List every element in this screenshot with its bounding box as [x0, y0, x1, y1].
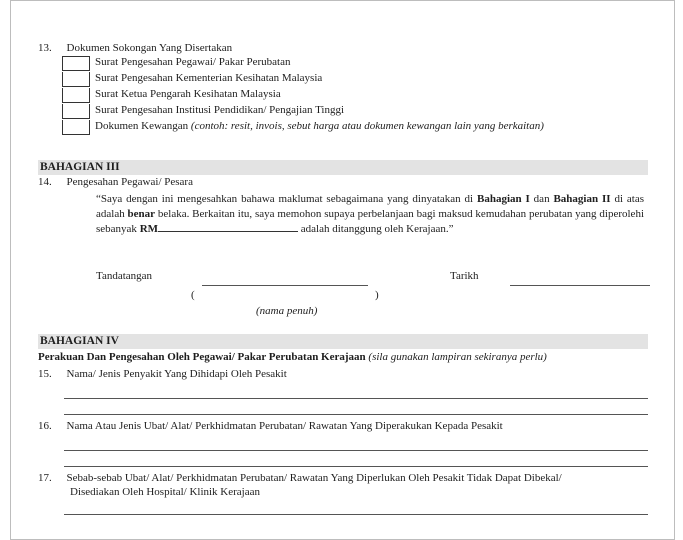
- document-financial-label: Dokumen Kewangan: [95, 120, 189, 133]
- bahagian-iv-heading-note: (sila gunakan lampiran sekiranya perlu): [368, 351, 547, 363]
- q16-number: 16.: [38, 420, 52, 432]
- declaration-text: “Saya dengan ini mengesahkan bahawa maklumat sebagaimana yang dinyatakan di: [96, 193, 477, 205]
- bahagian-iv-heading: [38, 351, 547, 365]
- declaration-text: di atas adalah: [96, 193, 644, 220]
- section-bahagian-iii: BAHAGIAN III: [38, 160, 648, 175]
- q15-answer-line[interactable]: [64, 414, 648, 415]
- checklist-item: [62, 119, 544, 135]
- checkbox[interactable]: [62, 72, 90, 87]
- paren-open: (: [191, 289, 195, 301]
- date-line[interactable]: [510, 285, 650, 286]
- q15-answer-line[interactable]: [64, 398, 648, 399]
- declaration-paragraph: [96, 192, 644, 237]
- q14-header: [38, 176, 193, 190]
- declaration-bold: Bahagian I: [476, 193, 530, 205]
- checklist-item: [62, 87, 544, 103]
- q15-label: [38, 368, 287, 382]
- q15-number: 15.: [38, 368, 52, 380]
- checklist-label: Surat Ketua Pengarah Kesihatan Malaysia: [95, 88, 281, 101]
- q17-text-line1: Sebab-sebab Ubat/ Alat/ Perkhidmatan Perubatan/ Rawatan Yang Diperlukan Oleh Pesakit Tidak Dapat Dibekal/: [66, 472, 562, 484]
- q16-label: [38, 420, 503, 434]
- checklist-label: Surat Pengesahan Kementerian Kesihatan Malaysia: [95, 72, 323, 85]
- paren-close: ): [375, 289, 379, 301]
- q14-title: Pengesahan Pegawai/ Pesara: [66, 176, 193, 188]
- q17-answer-line[interactable]: [64, 514, 648, 515]
- declaration-bold: Bahagian II: [553, 193, 611, 205]
- financial-docs-note: (contoh: resit, invois, sebut harga atau dokumen kewangan lain yang berkaitan): [190, 120, 544, 133]
- q13-checklist: [62, 55, 544, 135]
- checklist-label: Surat Pengesahan Institusi Pendidikan/ Pengajian Tinggi: [95, 104, 345, 117]
- declaration-text: dan: [529, 193, 554, 205]
- declaration-bold: RM: [139, 223, 159, 235]
- declaration-text: belaka. Berkaitan itu, saya memohon supaya perbelanjaan bagi maksud kemudahan perubatan yang diperolehi sebanyak: [96, 207, 644, 235]
- checkbox[interactable]: [62, 104, 90, 119]
- q16-answer-line[interactable]: [64, 466, 648, 467]
- q13-number: 13.: [38, 42, 52, 54]
- bahagian-iv-heading-text: Perakuan Dan Pengesahan Oleh Pegawai/ Pakar Perubatan Kerajaan: [38, 351, 366, 363]
- q17-text-line2: Disediakan Oleh Hospital/ Klinik Kerajaan: [70, 486, 261, 498]
- q17-label: [38, 472, 562, 486]
- checkbox[interactable]: [62, 56, 90, 71]
- declaration-bold: benar: [127, 207, 156, 220]
- checklist-item: [62, 55, 544, 71]
- checklist-label: Surat Pengesahan Pegawai/ Pakar Perubatan: [95, 56, 291, 69]
- checklist-item: [62, 71, 544, 87]
- q16-text: Nama Atau Jenis Ubat/ Alat/ Perkhidmatan Perubatan/ Rawatan Yang Diperakukan Kepada Pesakit: [66, 420, 503, 432]
- q17-number: 17.: [38, 472, 52, 484]
- full-name-hint: (nama penuh): [256, 305, 318, 317]
- q14-number: 14.: [38, 176, 52, 188]
- q13-title: Dokumen Sokongan Yang Disertakan: [66, 42, 233, 54]
- checklist-item: [62, 103, 544, 119]
- amount-field[interactable]: [158, 221, 298, 232]
- signature-line[interactable]: [202, 285, 368, 286]
- q16-answer-line[interactable]: [64, 450, 648, 451]
- q13-header: [38, 42, 232, 56]
- signature-label: Tandatangan: [96, 270, 153, 282]
- date-label: Tarikh: [450, 270, 479, 282]
- section-bahagian-iv: BAHAGIAN IV: [38, 334, 648, 349]
- q15-text: Nama/ Jenis Penyakit Yang Dihidapi Oleh Pesakit: [66, 368, 287, 380]
- checklist-label: [95, 120, 544, 134]
- declaration-text: adalah ditanggung oleh Kerajaan.”: [298, 223, 454, 235]
- checkbox[interactable]: [62, 120, 90, 135]
- checkbox[interactable]: [62, 88, 90, 103]
